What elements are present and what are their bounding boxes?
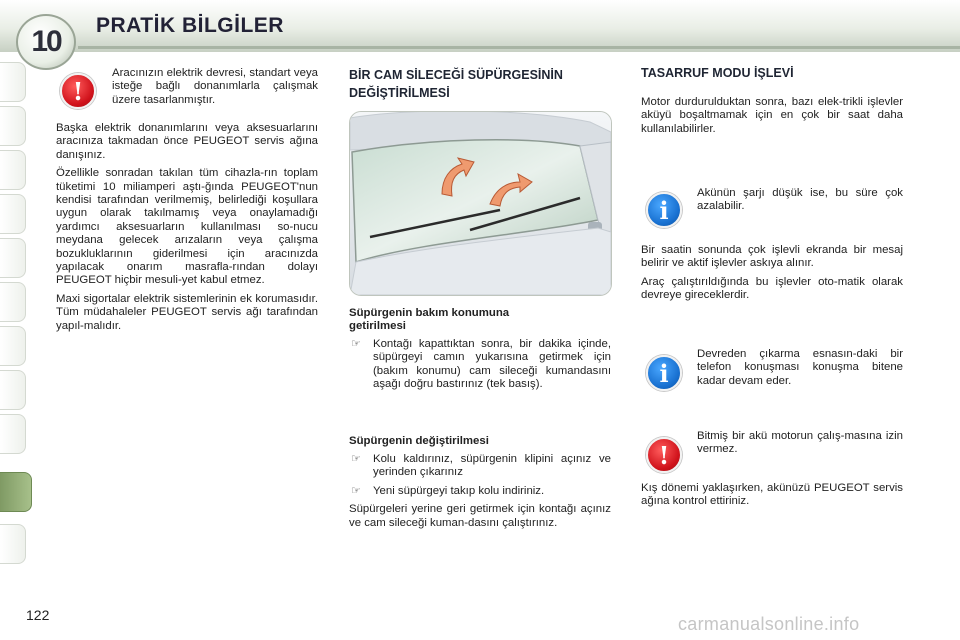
chapter-tab[interactable] <box>0 194 26 234</box>
flat-battery-text: Bitmiş bir akü motorun çalış-masına izin vermez. <box>697 430 903 456</box>
page-number: 122 <box>26 607 50 623</box>
header-rule <box>78 46 960 49</box>
chapter-tab[interactable] <box>0 524 26 564</box>
wiper-section-title-line1: BİR CAM SİLECEĞİ SÜPÜRGESİNİN <box>349 68 563 82</box>
replace-step-text: Yeni süpürgeyi takıp kolu indiriniz. <box>373 484 545 497</box>
low-charge-text: Akünün şarjı düşük ise, bu süre çok azalabilir. <box>697 187 903 213</box>
winter-check-text: Kış dönemi yaklaşırken, akünüzü PEUGEOT servis ağına kontrol ettiriniz. <box>641 482 903 508</box>
left-paragraph: Başka elektrik donanımlarını veya aksesuarlarını aracınıza takmadan önce PEUGEOT servis ağına danışınız. <box>56 122 318 161</box>
maintenance-position-section <box>349 307 611 397</box>
winter-check-note <box>641 482 903 514</box>
chapter-tab[interactable] <box>0 106 26 146</box>
economy-mode-paragraph: Araç çalıştırıldığında bu işlevler oto-matik olarak devreye gireceklerdir. <box>641 275 903 302</box>
chapter-tab[interactable] <box>0 282 26 322</box>
replace-wiper-section <box>349 435 611 535</box>
economy-mode-details <box>641 244 903 308</box>
maintenance-title-line2: getirilmesi <box>349 320 406 332</box>
info-icon: i <box>646 355 682 391</box>
replace-paragraph: Süpürgeleri yerine geri getirmek için kontağı açınız ve cam sileceği kuman-dasını çalıştırınız. <box>349 503 611 529</box>
windscreen-wiper-illustration <box>349 111 612 296</box>
page-title: PRATİK BİLGİLER <box>96 14 284 37</box>
replace-step <box>349 453 611 480</box>
warning-icon: ! <box>60 73 96 109</box>
replace-title: Süpürgenin değiştirilmesi <box>349 435 489 447</box>
economy-mode-title: TASARRUF MODU İŞLEVİ <box>641 66 794 80</box>
left-paragraph: Maxi sigortalar elektrik sistemlerinin ek korumasıdır. Tüm müdahaleler PEUGEOT servis ağı tarafından yapıl-malıdır. <box>56 292 318 332</box>
phone-call-text: Devreden çıkarma esnasın-daki bir telefon konuşması konuşma bitene kadar devam eder. <box>697 348 903 387</box>
pointing-hand-icon: ☞ <box>351 484 361 497</box>
chapter-tab[interactable] <box>0 150 26 190</box>
economy-mode-paragraph: Bir saatin sonunda çok işlevli ekranda bir mesaj belirir ve aktif işlevler askıya alınır. <box>641 244 903 270</box>
left-warning-note <box>112 67 318 112</box>
economy-mode-intro: Motor durdurulduktan sonra, bazı elek-trikli işlevler aküyü boşaltmamak için en çok bir saat daha kullanılabilirler. <box>641 96 903 135</box>
left-warning-text: Aracınızın elektrik devresi, standart veya isteğe bağlı donanımlarla çalışmak üzere tasarlanmıştır. <box>112 67 318 106</box>
watermark: carmanualsonline.info <box>678 614 860 634</box>
maintenance-step <box>349 338 611 392</box>
chapter-tab[interactable] <box>0 414 26 454</box>
wiper-section-heading <box>349 69 611 105</box>
chapter-tab[interactable] <box>0 326 26 366</box>
chapter-number: 10 <box>31 25 61 58</box>
info-icon: i <box>646 192 682 228</box>
chapter-tabs <box>0 62 30 582</box>
maintenance-step-text: Kontağı kapattıktan sonra, bir dakika içinde, süpürgeyi camın yukarısına getirmek için (bakım konumu) cam sileceği kumandasını aşağı doğru bastırınız (tek basış). <box>373 338 611 391</box>
chapter-tab[interactable] <box>0 238 26 278</box>
replace-step-text: Kolu kaldırınız, süpürgenin klipini açınız ve yerinden çıkarınız <box>373 453 611 479</box>
pointing-hand-icon: ☞ <box>351 338 361 350</box>
left-paragraph: Özellikle sonradan takılan tüm cihazla-rın toplam tüketimi 10 miliamperi aştı-ğında PEUGEOT'nun kendisi tarafından verilmemiş, belirlediği koşullara uygun olarak takılmamış veya onaylamadığı yardımcı aksesuarların kullanılması so-nucu meydana gelecek arızaların veya çalışma bozukluklarının giderilmesi için aracınızda yapılacak onarım masrafla-rından dolayı PEUGEOT hiçbir mesuli-yet kabul etmez. <box>56 167 318 287</box>
economy-mode-section <box>641 67 903 141</box>
chapter-tab[interactable] <box>0 62 26 102</box>
replace-step <box>349 485 611 498</box>
low-charge-note <box>697 187 903 219</box>
chapter-tab[interactable] <box>0 370 26 410</box>
maintenance-title-line1: Süpürgenin bakım konumuna <box>349 307 510 319</box>
pointing-hand-icon: ☞ <box>351 453 361 465</box>
left-column <box>56 122 318 338</box>
flat-battery-note <box>697 430 903 462</box>
wiper-section-title-line2: DEĞİŞTİRİLMESİ <box>349 86 450 100</box>
phone-call-note <box>697 348 903 393</box>
chapter-tab-active[interactable] <box>0 472 32 512</box>
windscreen-wiper-drawing <box>350 112 611 295</box>
warning-icon: ! <box>646 437 682 473</box>
